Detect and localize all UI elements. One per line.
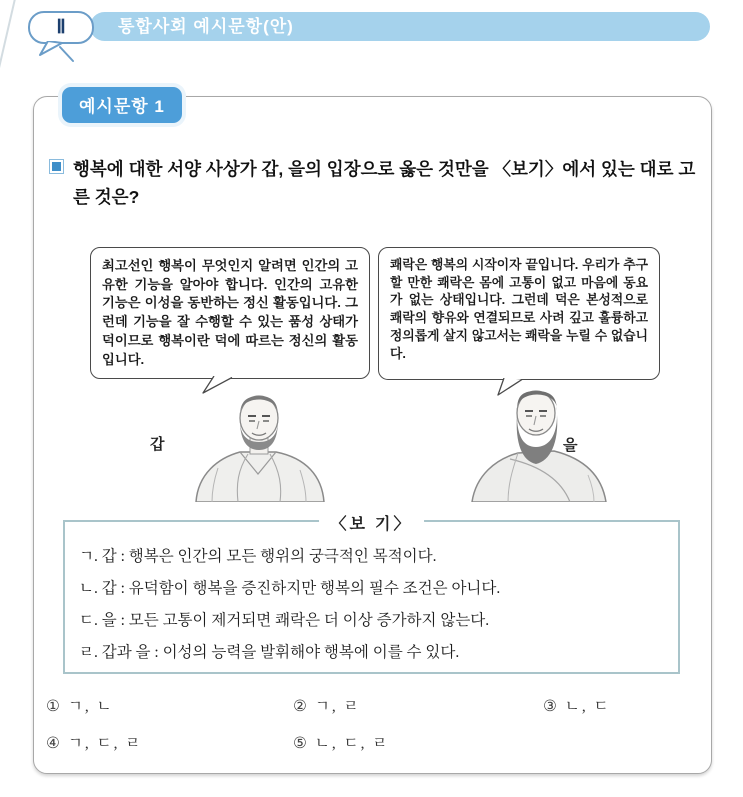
speech-bubble-eul: 쾌락은 행복의 시작이자 끝입니다. 우리가 추구할 만한 쾌락은 몸에 고통이 없고 마음에 동요가 없는 상태입니다. 그런데 덕은 본성적으로 쾌락의 향유와 연결되므로 사려 깊고 훌륭하고 정의롭게 살지 않고서는 쾌락을 누릴 수 없습니다. bbox=[378, 247, 660, 380]
choice-2-text: ㄱ, ㄹ bbox=[314, 698, 361, 715]
philosopher-eul-illustration bbox=[452, 381, 620, 502]
bogi-item-list bbox=[65, 522, 678, 669]
bogi-item-d: ㄷ. 을 : 모든 고통이 제거되면 쾌락은 더 이상 증가하지 않는다. bbox=[79, 612, 490, 629]
section-number-pill bbox=[28, 11, 94, 44]
bogi-item-n: ㄴ. 갑 : 유덕함이 행복을 증진하지만 행복의 필수 조건은 아니다. bbox=[79, 580, 501, 597]
choice-4 bbox=[46, 731, 293, 753]
speaker-label-gap: 갑 bbox=[150, 436, 165, 453]
choice-1-text: ㄱ, ㄴ bbox=[67, 698, 114, 715]
section-title: 통합사회 예시문항(안) bbox=[118, 17, 294, 36]
choice-4-number: ④ bbox=[46, 735, 60, 752]
pill-tail-icon bbox=[36, 41, 78, 63]
answer-choices bbox=[46, 694, 696, 753]
choice-2 bbox=[293, 694, 543, 716]
choice-3-text: ㄴ, ㄷ bbox=[564, 698, 611, 715]
philosopher-gap-illustration bbox=[178, 384, 338, 502]
choice-5-text: ㄴ, ㄷ, ㄹ bbox=[314, 735, 390, 752]
choice-4-text: ㄱ, ㄷ, ㄹ bbox=[67, 735, 143, 752]
bogi-item-r: ㄹ. 갑과 을 : 이성의 능력을 발휘해야 행복에 이를 수 있다. bbox=[79, 644, 460, 661]
choice-1-number: ① bbox=[46, 698, 60, 715]
bogi-title: 〈보 기〉 bbox=[319, 511, 425, 534]
choice-3-number: ③ bbox=[543, 698, 557, 715]
bogi-box bbox=[63, 516, 680, 674]
choice-5-number: ⑤ bbox=[293, 735, 307, 752]
question-text: 행복에 대한 서양 사상가 갑, 을의 입장으로 옳은 것만을 〈보기〉에서 있는 대로 고른 것은? bbox=[73, 159, 696, 208]
speech-tail-eul-icon bbox=[492, 378, 532, 398]
choice-3 bbox=[543, 694, 696, 716]
speech-tail-gap-icon bbox=[200, 376, 244, 396]
speech-bubble-gap: 최고선인 행복이 무엇인지 알려면 인간의 고유한 기능을 알아야 합니다. 인간의 고유한 기능은 이성을 동반하는 정신 활동입니다. 그런데 기능을 잘 수행할 수 있는 품성 상태가 덕이므로 행복이란 덕에 따르는 정신의 활동입니다. bbox=[90, 247, 370, 379]
choice-5 bbox=[293, 731, 543, 753]
question-number-badge: 예시문항 1 bbox=[62, 87, 182, 123]
choice-1 bbox=[46, 694, 293, 716]
question-stem bbox=[50, 155, 702, 212]
section-roman-numeral: Ⅱ bbox=[56, 17, 66, 38]
square-bullet-icon bbox=[50, 160, 63, 173]
section-header-bar bbox=[90, 12, 710, 41]
choice-2-number: ② bbox=[293, 698, 307, 715]
bogi-item-g: ㄱ. 갑 : 행복은 인간의 모든 행위의 궁극적인 목적이다. bbox=[79, 548, 437, 565]
speaker-label-eul: 을 bbox=[563, 437, 578, 454]
page-corner-decoration bbox=[0, 0, 17, 91]
